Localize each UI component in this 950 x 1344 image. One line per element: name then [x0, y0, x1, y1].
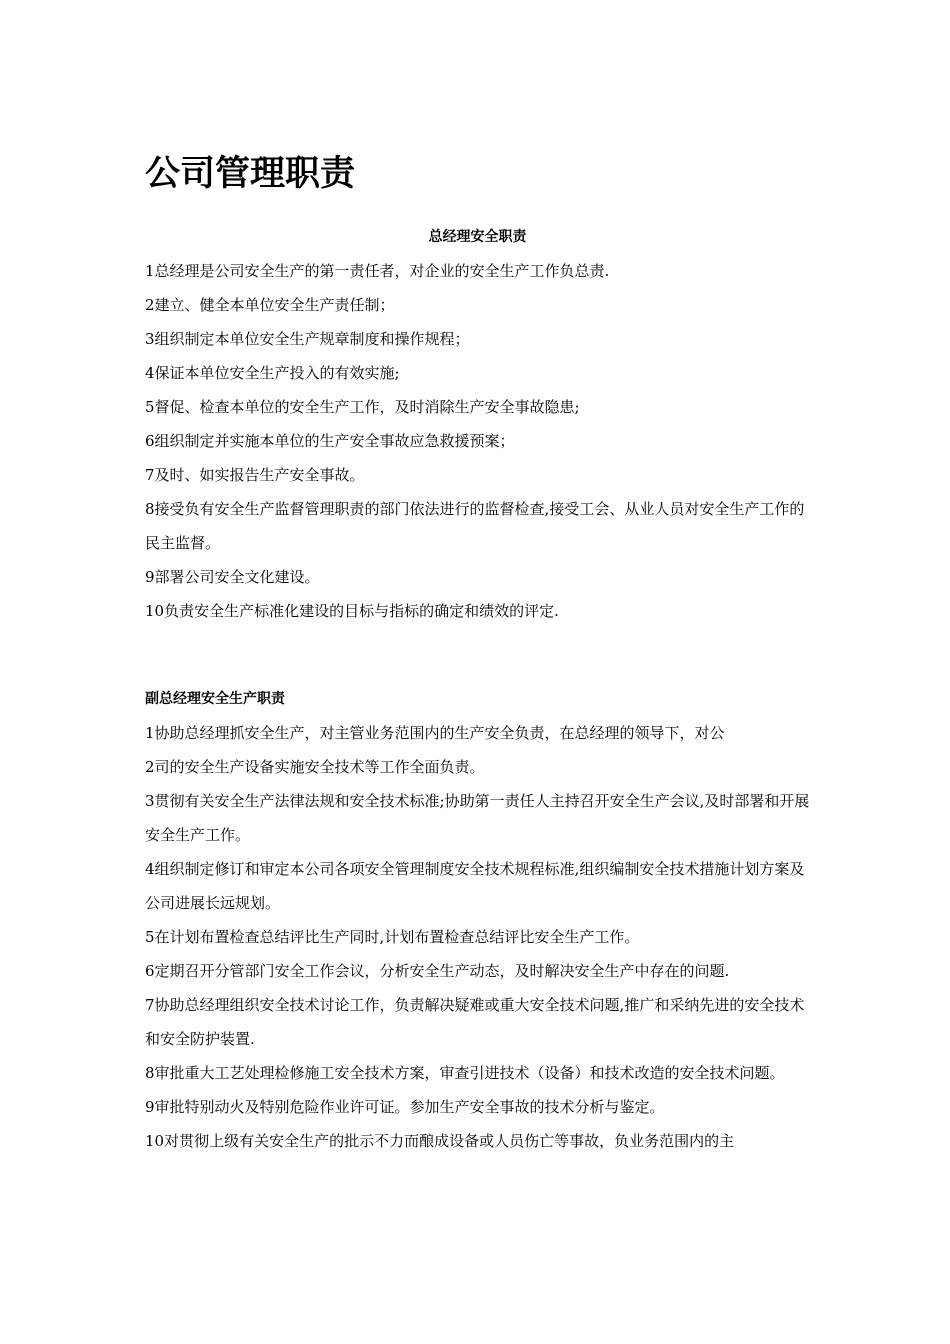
list-item: 1协助总经理抓安全生产，对主管业务范围内的生产安全负责，在总经理的领导下，对公	[145, 724, 725, 742]
document-title: 公司管理职责	[145, 154, 356, 194]
list-item: 8接受负有安全生产监督管理职责的部门依法进行的监督检查,接受工会、从业人员对安全生产工作的民主监督。	[145, 500, 805, 552]
list-item: 3贯彻有关安全生产法律法规和安全技术标准;协助第一责任人主持召开安全生产会议,及时部署和开展安全生产工作。	[145, 792, 810, 844]
list-item: 4组织制定修订和审定本公司各项安全管理制度安全技术规程标准,组织编制安全技术措施计划方案及公司进展长远规划。	[145, 860, 805, 912]
section-heading: 副总经理安全生产职责	[145, 691, 285, 707]
list-item: 9部署公司安全文化建设。	[145, 568, 320, 586]
list-item: 6组织制定并实施本单位的生产安全事故应急救援预案；	[145, 432, 515, 450]
list-item: 5督促、检查本单位的安全生产工作，及时消除生产安全事故隐患;	[145, 398, 580, 416]
list-item: 10负责安全生产标准化建设的目标与指标的确定和绩效的评定.	[145, 602, 559, 620]
list-item: 7及时、如实报告生产安全事故。	[145, 466, 365, 484]
list-item: 2建立、健全本单位安全生产责任制；	[145, 296, 395, 314]
list-item: 8审批重大工艺处理检修施工安全技术方案，审查引进技术（设备）和技术改造的安全技术问题。	[145, 1064, 785, 1082]
section-general-manager	[145, 220, 810, 628]
section-deputy-manager	[145, 682, 810, 1158]
list-item: 10对贯彻上级有关安全生产的批示不力而酿成设备或人员伤亡等事故，负业务范围内的主	[145, 1132, 735, 1150]
list-item: 9审批特别动火及特别危险作业许可证。参加生产安全事故的技术分析与鉴定。	[145, 1098, 665, 1116]
list-item: 5在计划布置检查总结评比生产同时,计划布置检查总结评比安全生产工作。	[145, 928, 640, 946]
list-item: 3组织制定本单位安全生产规章制度和操作规程；	[145, 330, 470, 348]
section-heading: 总经理安全职责	[428, 229, 527, 245]
list-item: 7协助总经理组织安全技术讨论工作，负责解决疑难或重大安全技术问题,推广和采纳先进的安全技术和安全防护装置.	[145, 996, 805, 1048]
list-item: 4保证本单位安全生产投入的有效实施;	[145, 364, 400, 382]
list-item: 2司的安全生产设备实施安全技术等工作全面负责。	[145, 758, 485, 776]
list-item: 6定期召开分管部门安全工作会议，分析安全生产动态，及时解决安全生产中存在的问题.	[145, 962, 730, 980]
list-item: 1总经理是公司安全生产的第一责任者，对企业的安全生产工作负总责.	[145, 262, 610, 280]
